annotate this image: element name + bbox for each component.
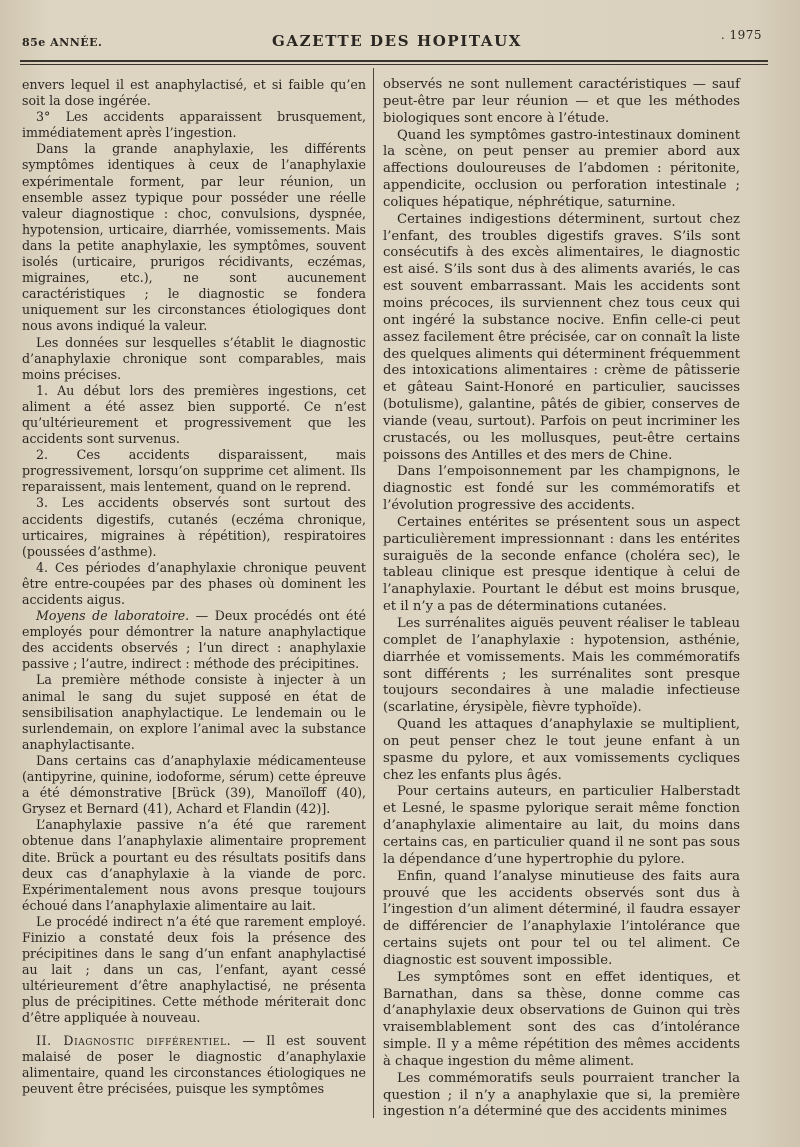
- paragraph: observés ne sont nullement caractéristiques — sauf peut-être par leur réunion — et que les méthodes biologiques sont encore à l’étude.: [383, 77, 740, 126]
- page-number: . 1975: [720, 28, 762, 42]
- header-rule-thick: [20, 60, 768, 62]
- paragraph: Dans certains cas d’anaphylaxie médicamenteuse (antipyrine, quinine, iodoforme, sérum) cette épreuve a été démonstrative [Brück (39), Manoïloff (40), Grysez et Bernard (41), Achard et Flandin (42)].: [22, 752, 366, 817]
- paragraph-text: — Il est souvent malaisé de poser le diagnostic d’anaphylaxie alimentaire, quand les circonstances étiologiques ne peuvent être précisées, puisque les symptômes: [22, 1032, 367, 1096]
- paragraph: Dans la grande anaphylaxie, les différents symptômes identiques à ceux de l’anaphylaxie expérimentale forment, par leur réunion, un ensemble assez typique pour posséder une réelle valeur diagnostique : choc, convulsions, dyspnée, hypotension, urticaire, diarrhée, vomissements. Mais dans la petite anaphylaxie, les symptômes, souvent isolés (urticaire, prurigos récidivants, eczémas, migraines, etc.), ne sont aucunement caractéristiques ; le diagnostic se fondera uniquement sur les circonstances étiologiques dont nous avons indiqué la valeur.: [22, 141, 366, 334]
- paragraph: Certaines indigestions déterminent, surtout chez l’enfant, des troubles digestifs graves. S’ils sont consécutifs à des excès alimentaires, le diagnostic est aisé. S’ils sont dus à des aliments avariés, le cas est souvent embarrassant. Mais les accidents sont moins précoces, ils surviennent chez tous ceux qui ont ingéré la substance nocive. Enfin celle-ci peut assez facilement être précisée, car on connaît la liste des quelques aliments qui déterminent fréquemment des intoxications alimentaires : crème de pâtisserie et gâteau Saint-Honoré en particulier, saucisses (botulisme), galantine, pâtés de gibier, conserves de viande (veau, surtout). Parfois on peut incriminer les crustacés, ou les mollusques, peut-être certains poissons des Antilles et des mers de Chine.: [383, 211, 740, 463]
- journal-title: GAZETTE DES HOPITAUX: [271, 32, 522, 50]
- paragraph: Dans l’empoisonnement par les champignons, le diagnostic est fondé sur les commémoratifs et l’évolution progressive des accidents.: [383, 464, 740, 514]
- paragraph: Le procédé indirect n’a été que rarement employé. Finizio a constaté deux fois la présence des précipitines dans le sang d’un enfant anaphylactisé au lait ; dans un cas, l’enfant, ayant cessé ultérieurement d’être anaphylactisé, ne présenta plus de précipitines. Cette méthode mériterait donc d’être appliquée à nouveau.: [22, 913, 366, 1026]
- paragraph: Les données sur lesquelles s’établit le diagnostic d’anaphylaxie chronique sont comparables, mais moins précises.: [22, 334, 366, 382]
- header-rule-thin: [20, 64, 768, 65]
- left-column: [22, 77, 366, 1097]
- volume-label: 85e ANNÉE.: [22, 36, 103, 49]
- paragraph: 2. Ces accidents disparaissent, mais progressivement, lorsqu’on supprime cet aliment. Ils reparaissent, mais lentement, quand on le reprend.: [22, 447, 366, 495]
- page-header: [18, 30, 776, 54]
- paragraph: Pour certains auteurs, en particulier Halberstadt et Lesné, le spasme pylorique serait même fonction d’anaphylaxie alimentaire au lait, du moins dans certains cas, en particulier quand il ne sont pas sous la dépendance d’une hypertrophie du pylore.: [383, 784, 740, 867]
- paragraph: 1. Au début lors des premières ingestions, cet aliment a été assez bien supporté. Ce n’est qu’ultérieurement et progressivement que les accidents sont survenus.: [22, 382, 366, 447]
- paragraph: [22, 1033, 366, 1097]
- paragraph: 3. Les accidents observés sont surtout des accidents digestifs, cutanés (eczéma chronique, urticaires, migraines à répétition), respiratoires (poussées d’asthme).: [22, 495, 366, 559]
- paragraph: Certaines entérites se présentent sous un aspect particulièrement impressionnant : dans les entérites suraiguës de la seconde enfance (choléra sec), le tableau clinique est presque identique à celui de l’anaphylaxie. Pourtant le début est moins brusque, et il n’y a pas de déterminations cutanées.: [383, 514, 740, 615]
- paragraph: Les surrénalites aiguës peuvent réaliser le tableau complet de l’anaphylaxie : hypotension, asthénie, diarrhée et vomissements. Mais les commémoratifs sont différents ; les surrénalites sont presque toujours secondaires à une maladie infectieuse (scarlatine, érysipèle, fièvre typhoïde).: [383, 616, 740, 716]
- column-divider: [373, 68, 374, 1118]
- paragraph: Enfin, quand l’analyse minutieuse des faits aura prouvé que les accidents observés sont dus à l’ingestion d’un aliment déterminé, il faudra essayer de différencier de l’anaphylaxie l’intolérance que certains sujets ont pour tel ou tel aliment. Ce diagnostic est souvent impossible.: [383, 868, 740, 968]
- paragraph: Les symptômes sont en effet identiques, et Barnathan, dans sa thèse, donne comme cas d’anaphylaxie deux observations de Guinon qui très vraisemblablement sont des cas d’intolérance simple. Il y a même répétition des mêmes accidents à chaque ingestion du même aliment.: [383, 969, 740, 1069]
- paragraph: La première méthode consiste à injecter à un animal le sang du sujet supposé en état de sensibilisation anaphylactique. Le lendemain ou le surlendemain, on explore l’animal avec la substance anaphylactisante.: [22, 672, 366, 752]
- section-title: II. Diagnostic différentiel.: [36, 1032, 232, 1048]
- right-column: [383, 77, 740, 1121]
- subsection-title: Moyens de laboratoire.: [36, 608, 190, 624]
- paragraph: 3° Les accidents apparaissent brusquement, immédiatement après l’ingestion.: [22, 109, 366, 141]
- paragraph: Quand les symptômes gastro-intestinaux dominent la scène, on peut penser au premier abord aux affections douloureuses de l’abdomen : péritonite, appendicite, occlusion ou perforation intestinale ; coliques hépatique, néphrétique, saturnine.: [383, 127, 740, 210]
- paragraph: L’anaphylaxie passive n’a été que rarement obtenue dans l’anaphylaxie alimentaire proprement dite. Brück a pourtant eu des résultats positifs dans deux cas d’anaphylaxie à la viande de porc. Expérimentalement nous avons presque toujours échoué dans l’anaphylaxie alimentaire au lait.: [22, 817, 366, 913]
- paragraph: [22, 608, 366, 672]
- paragraph: Les commémoratifs seuls pourraient trancher la question ; il n’y a anaphylaxie que si, la première ingestion n’a déterminé que des accidents minimes: [383, 1070, 740, 1120]
- paragraph: 4. Ces périodes d’anaphylaxie chronique peuvent être entre-coupées par des phases où dominent les accidents aigus.: [22, 559, 366, 607]
- paragraph: envers lequel il est anaphylactisé, et si faible qu’en soit la dose ingérée.: [22, 77, 366, 109]
- paragraph-text: — Deux procédés ont été employés pour démontrer la nature anaphylactique des accidents observés ; l’un direct : anaphylaxie passive ; l’autre, indirect : méthode des précipitines.: [22, 608, 366, 672]
- paragraph: Quand les attaques d’anaphylaxie se multiplient, on peut penser chez le tout jeune enfant à un spasme du pylore, et aux vomissements cycliques chez les enfants plus âgés.: [383, 717, 740, 783]
